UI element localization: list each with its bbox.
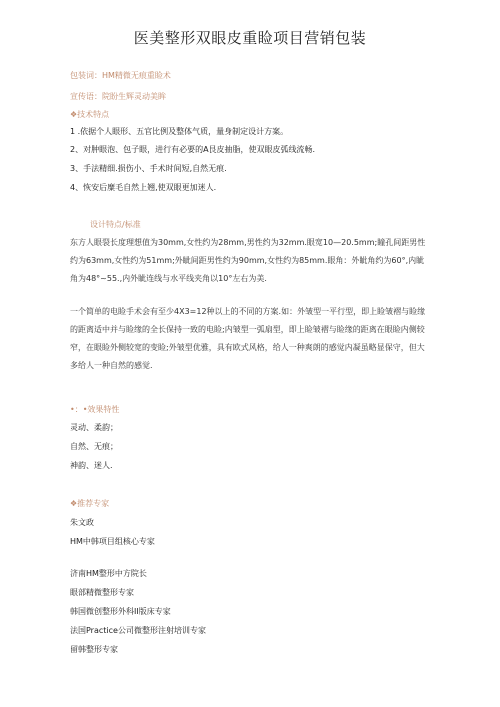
expert-role: HM中韩项目组核心专家 (70, 537, 155, 546)
effect-item-3: 神韵、迷人. (70, 461, 113, 470)
tech-item-3: 3、手法精细.损伤小、手术时间短,自然无痕. (70, 164, 227, 173)
design-paragraph-2: 一个简单的电睑手术会有至少4X3=12种以上的不同的方案.如：外皱型一平行型，即上睑皱褶与睑缘的距离适中并与睑缘的全长保持一致的电睑;内皱型一弧扇型，即上睑皱褶与睑缘的距离在眼睑内侧较窄，在眼睑外侧较宽的变睑;外皱型优雅，具有欧式风格，给人一种爽朗的感觉内凝虽略显保守，但大多给人一种自然的感觉. (70, 307, 426, 370)
slogan-line (70, 91, 166, 103)
tech-item-1: 1 .依据个人眼形、五官比例及整体气质，量身制定设计方案。 (70, 127, 289, 136)
tech-item-4: 4、恢安后糜毛自然上翘,使双眼更加迷人. (70, 183, 217, 192)
expert-heading: ❖推荐专家 (70, 499, 110, 508)
expert-name: 朱文政 (70, 518, 94, 527)
expert-title-1: 济南HM整形中方院长 (70, 569, 147, 578)
expert-title-5: 留韩整形专家 (70, 645, 118, 654)
effect-item-2: 自然、无痕； (70, 442, 118, 451)
slogan-label: 宣传语： (70, 92, 102, 101)
tech-heading: ❖技术特点 (70, 110, 110, 119)
effect-item-1: 灵动、柔韵； (70, 423, 118, 432)
effect-heading: •：•效果特性 (70, 405, 120, 414)
expert-title-4: 法国Practice公司微整形注射培训专家 (70, 626, 206, 635)
package-label: 包装词： (70, 71, 102, 80)
expert-title-3: 韩国微创整形外科II版床专家 (70, 607, 171, 616)
slogan-value: 院盼生辉灵动美眸 (102, 92, 166, 101)
page-title: 医美整形双眼皮重睑项目营销包装 (133, 29, 367, 47)
design-paragraph-1: 东方人眼裂长度理想值为30mm,女性约为28mm,男性约为32mm.眼宽10—20.5mm;瞳孔间距男性约为63mm,女性约为51mm;外眦间距男性约为90mm,女性约为85mm.眼角：外眦角约为60°,内眦角为48°~55.,内外眦连线与水平线夹角以10°左右为美. (70, 238, 426, 283)
package-line (70, 70, 171, 82)
design-heading: 设计特点/标准 (90, 220, 141, 229)
tech-item-2: 2、对肿眼泡、包子眼，进行有必要的A艮皮抽脂，使双眼皮弧线流畅. (70, 145, 316, 154)
expert-title-2: 眼部精微整形专家 (70, 588, 134, 597)
package-value: HM精微无痕重睑术 (102, 71, 171, 80)
